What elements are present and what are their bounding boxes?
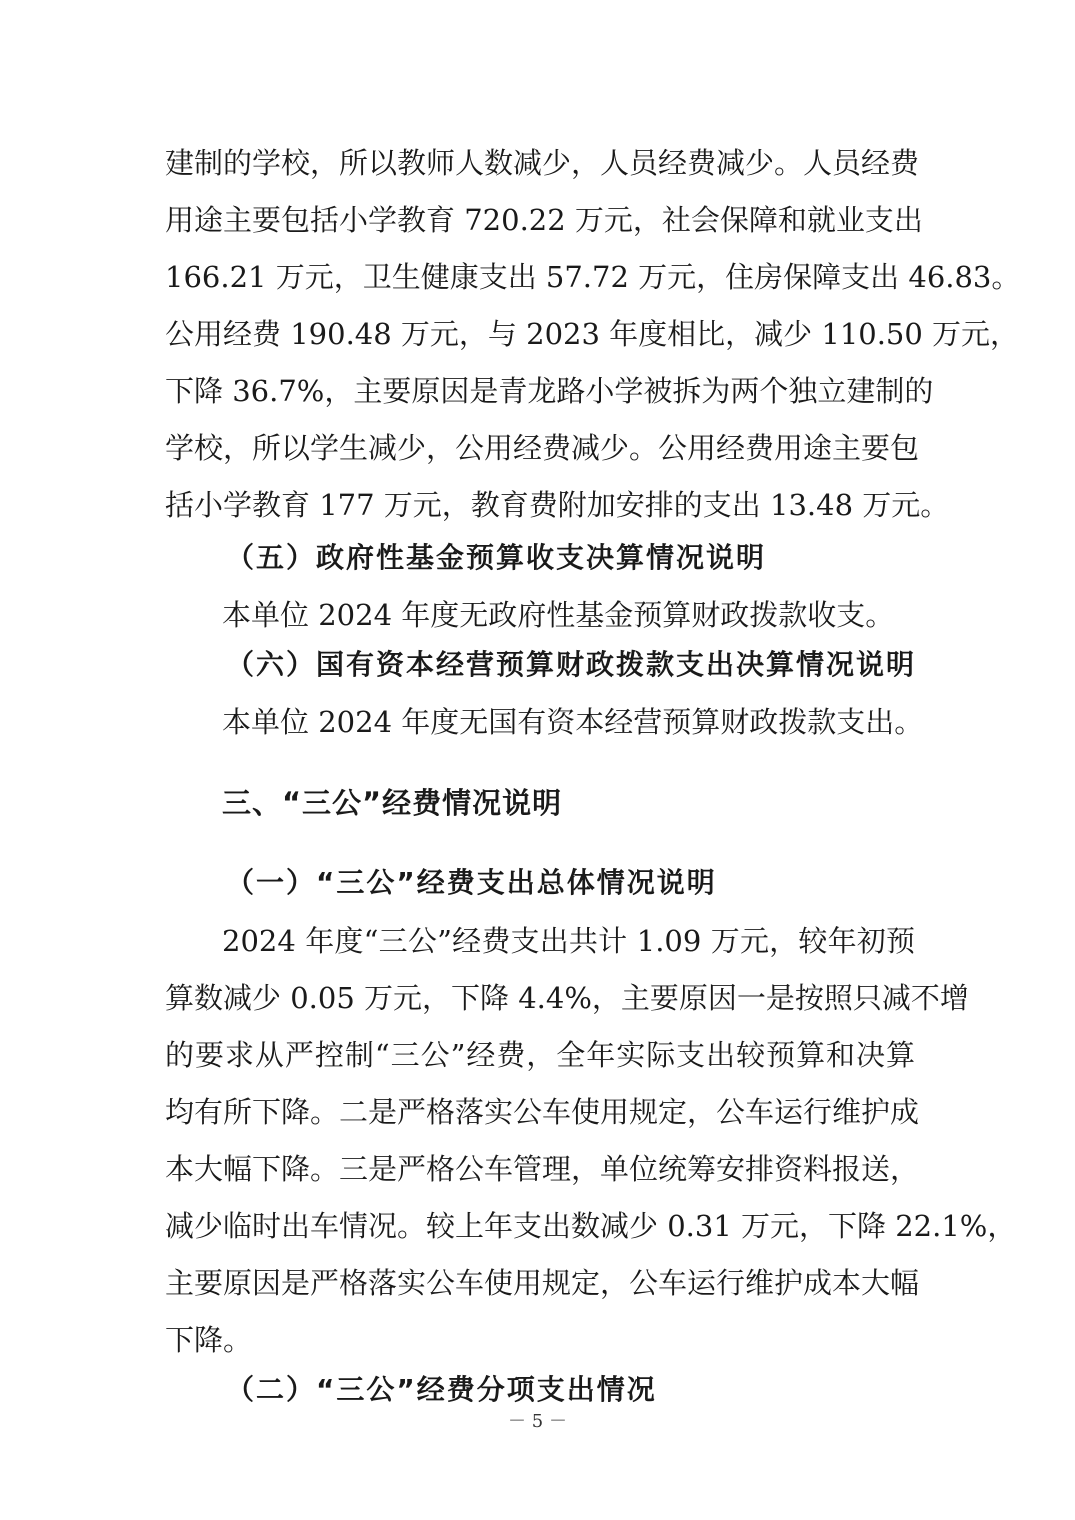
- paragraph-line: 算数减少 0.05 万元，下降 4.4%，主要原因一是按照只减不增: [165, 981, 969, 1015]
- paragraph-line: 下降 36.7%，主要原因是青龙路小学被拆为两个独立建制的: [165, 374, 934, 408]
- section-6-text: 本单位 2024 年度无国有资本经营预算财政拨款支出。: [222, 705, 924, 739]
- paragraph-line: 建制的学校，所以教师人数减少，人员经费减少。人员经费: [165, 146, 920, 180]
- paragraph-line: 学校，所以学生减少，公用经费减少。公用经费用途主要包: [165, 431, 920, 465]
- paragraph-line: 本大幅下降。三是严格公车管理，单位统筹安排资料报送，: [165, 1152, 920, 1186]
- paragraph-line: 2024 年度“三公”经费支出共计 1.09 万元，较年初预: [222, 924, 915, 958]
- page-number: － 5 －: [508, 1411, 567, 1432]
- paragraph-line: 括小学教育 177 万元，教育费附加安排的支出 13.48 万元。: [165, 488, 950, 522]
- paragraph-line: 均有所下降。二是严格落实公车使用规定，公车运行维护成: [165, 1095, 920, 1129]
- paragraph-line: 减少临时出车情况。较上年支出数减少 0.31 万元，下降 22.1%，: [165, 1209, 1017, 1243]
- paragraph-line: 下降。: [165, 1323, 253, 1357]
- sub-2-heading: （二）“三公”经费分项支出情况: [226, 1373, 657, 1406]
- sub-1-heading: （一）“三公”经费支出总体情况说明: [226, 866, 717, 899]
- section-5-text: 本单位 2024 年度无政府性基金预算财政拨款收支。: [222, 598, 895, 632]
- section-6-heading: （六）国有资本经营预算财政拨款支出决算情况说明: [226, 648, 917, 681]
- paragraph-line: 用途主要包括小学教育 720.22 万元，社会保障和就业支出: [165, 203, 923, 237]
- paragraph-line: 166.21 万元，卫生健康支出 57.72 万元，住房保障支出 46.83。: [165, 260, 1021, 294]
- section-5-heading: （五）政府性基金预算收支决算情况说明: [226, 541, 767, 574]
- paragraph-line: 的要求从严控制“三公”经费，全年实际支出较预算和决算: [165, 1038, 915, 1072]
- part-3-heading: 三、“三公”经费情况说明: [222, 786, 563, 820]
- paragraph-line: 主要原因是严格落实公车使用规定，公车运行维护成本大幅: [165, 1266, 920, 1300]
- paragraph-line: 公用经费 190.48 万元，与 2023 年度相比，减少 110.50 万元，: [165, 317, 1020, 351]
